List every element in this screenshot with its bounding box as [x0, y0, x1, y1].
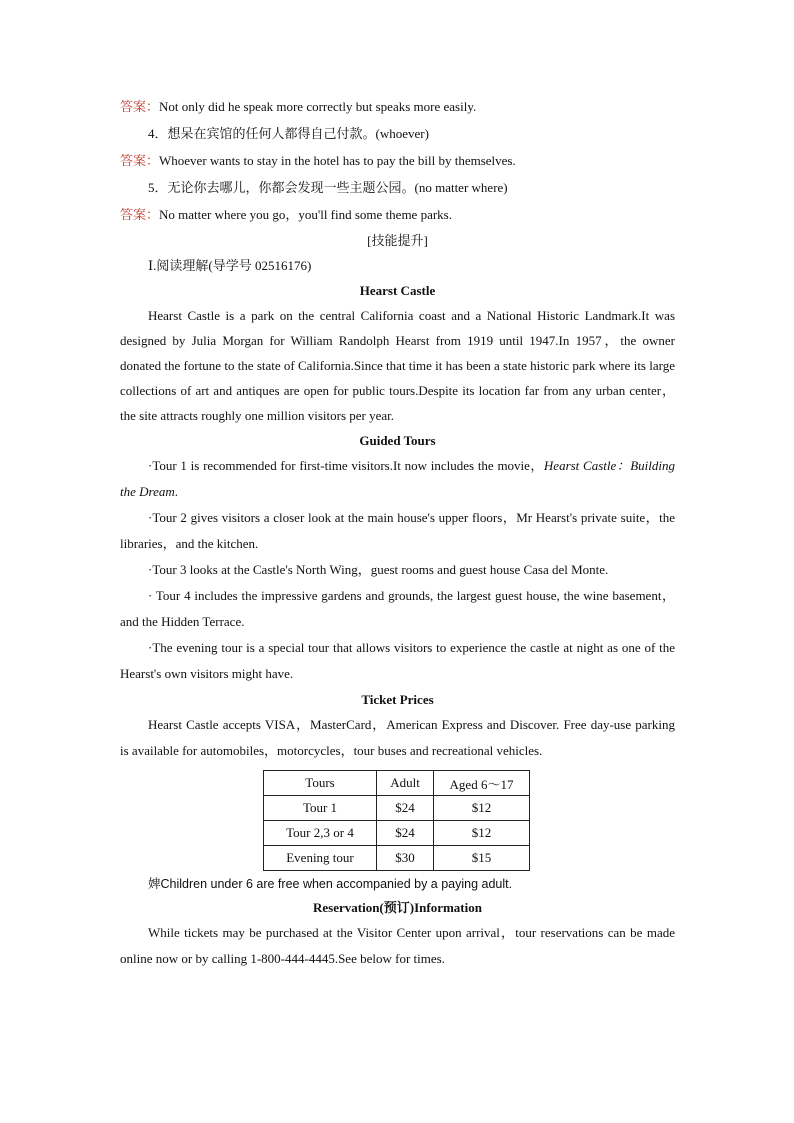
- prices-heading: Ticket Prices: [361, 692, 434, 707]
- section-title: [技能提升]: [367, 233, 428, 248]
- answer-tag: 答案：: [120, 99, 160, 114]
- tour-1-text: ·Tour 1 is recommended for first-time visitors.It now includes the movie，: [148, 458, 544, 473]
- reservation-heading: Reservation(预订)Information: [313, 900, 482, 915]
- table-row: [264, 821, 530, 846]
- prices-text: Hearst Castle accepts VISA，MasterCard，American Express and Discover. Free day-use parking is available for automobiles，motorcycles，tour buses and recreational vehicles.: [120, 717, 675, 758]
- article-intro: Hearst Castle is a park on the central California coast and a National Historic Landmark.It was designed by Julia Morgan for William Randolph Hearst from 1919 until 1947.In 1957，the owner donated the fortune to the state of California.Since that time it has been a state historic park where its large collections of art and antiques are open for public tours.Despite its location far from any urban center，the site attracts roughly one million visitors per year.: [120, 308, 675, 423]
- table-header: Aged 6～17: [434, 771, 530, 796]
- evening-tour: ·The evening tour is a special tour that allows visitors to experience the castle at night as one of the Hearst's own visitors might have.: [120, 640, 675, 681]
- table-header: Adult: [377, 771, 434, 796]
- tour-1: [120, 453, 675, 505]
- table-cell: $24: [377, 821, 434, 846]
- tour-4: · Tour 4 includes the impressive gardens and grounds, the largest guest house, the wine basement，and the Hidden Terrace.: [120, 588, 675, 629]
- tour-1-movie: Hearst Castle：Building the Dream: [120, 458, 675, 499]
- document-page: [120, 93, 675, 972]
- table-row: [264, 846, 530, 871]
- table-cell: $12: [434, 821, 530, 846]
- table-header-row: [264, 771, 530, 796]
- answer-text: Not only did he speak more correctly but speaks more easily.: [159, 99, 477, 114]
- answer-text: No matter where you go，you'll find some theme parks.: [159, 207, 452, 222]
- tour-2: ·Tour 2 gives visitors a closer look at the main house's upper floors，Mr Hearst's private suite，the libraries，and the kitchen.: [120, 510, 675, 551]
- answer-tag: 答案：: [120, 207, 160, 222]
- table-cell: $24: [377, 796, 434, 821]
- children-note: 婢Children under 6 are free when accompanied by a paying adult.: [148, 877, 513, 891]
- table-cell: Tour 2,3 or 4: [264, 821, 377, 846]
- question-5: 5．无论你去哪儿，你都会发现一些主题公园。(no matter where): [148, 180, 508, 195]
- table-header: Tours: [264, 771, 377, 796]
- reservation-text: While tickets may be purchased at the Visitor Center upon arrival，tour reservations can be made online now or by calling 1-800-444-4445.See below for times.: [120, 925, 675, 966]
- question-4: 4．想呆在宾馆的任何人都得自己付款。(whoever): [148, 126, 429, 141]
- part-label: Ⅰ.阅读理解(导学号 02516176): [148, 258, 312, 273]
- price-table: [263, 770, 530, 871]
- article-title: Hearst Castle: [359, 283, 436, 298]
- tour-3: ·Tour 3 looks at the Castle's North Wing，guest rooms and guest house Casa del Monte.: [148, 562, 609, 577]
- answer-tag: 答案：: [120, 153, 160, 168]
- table-cell: $12: [434, 796, 530, 821]
- table-cell: $30: [377, 846, 434, 871]
- answer-3: [120, 93, 675, 120]
- answer-text: Whoever wants to stay in the hotel has to pay the bill by themselves.: [159, 153, 516, 168]
- table-cell: Tour 1: [264, 796, 377, 821]
- table-row: [264, 796, 530, 821]
- tour-1-end: .: [174, 484, 179, 499]
- table-cell: $15: [434, 846, 530, 871]
- table-cell: Evening tour: [264, 846, 377, 871]
- answer-4: [120, 147, 675, 174]
- answer-5: [120, 201, 675, 228]
- tours-heading: Guided Tours: [359, 433, 436, 448]
